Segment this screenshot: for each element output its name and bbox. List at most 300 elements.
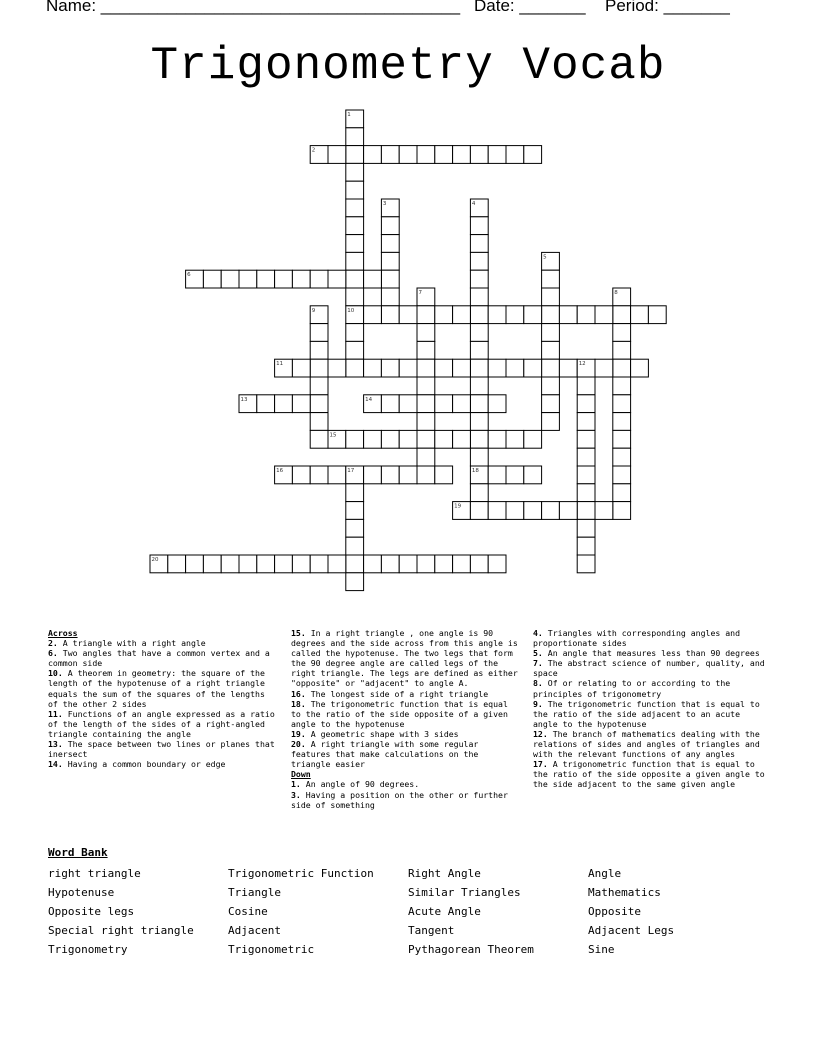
grid-cell[interactable]	[381, 430, 399, 448]
grid-cell[interactable]	[417, 341, 435, 359]
clue-item	[533, 678, 765, 698]
grid-cell[interactable]	[399, 306, 417, 324]
grid-cell[interactable]	[595, 359, 613, 377]
grid-cell[interactable]	[399, 146, 417, 164]
clue-text: A triangle with a right angle	[57, 638, 206, 649]
grid-cell[interactable]	[328, 555, 346, 573]
grid-cell[interactable]	[346, 199, 364, 217]
grid-cell[interactable]	[328, 466, 346, 484]
grid-cell[interactable]	[168, 555, 186, 573]
grid-cell[interactable]	[613, 306, 631, 324]
grid-cell[interactable]	[310, 324, 328, 342]
word-bank-item: Trigonometric	[228, 943, 315, 956]
grid-cell[interactable]	[239, 270, 257, 288]
grid-cell[interactable]	[381, 252, 399, 270]
grid-cell[interactable]	[542, 395, 560, 413]
clue-number: 4.	[533, 628, 543, 638]
word-bank-heading: Word Bank	[48, 846, 108, 859]
clue-text: Having a position on the other or further side of something	[291, 789, 508, 810]
grid-cell[interactable]	[577, 395, 595, 413]
clue-number: 12.	[533, 728, 548, 739]
grid-cell[interactable]	[292, 466, 310, 484]
grid-cell[interactable]	[542, 413, 560, 431]
grid-cell[interactable]	[364, 555, 382, 573]
grid-cell[interactable]	[506, 146, 524, 164]
grid-cell[interactable]	[577, 502, 595, 520]
grid-cell[interactable]	[488, 430, 506, 448]
grid-cell[interactable]	[435, 395, 453, 413]
grid-cell[interactable]	[595, 502, 613, 520]
grid-cell[interactable]	[221, 555, 239, 573]
clue-number: 18.	[291, 698, 306, 709]
grid-cell[interactable]	[506, 502, 524, 520]
grid-cell[interactable]	[524, 430, 542, 448]
clue-item	[291, 699, 521, 729]
clue-number: 19.	[291, 728, 306, 739]
grid-cell[interactable]	[470, 448, 488, 466]
grid-number: 20	[151, 557, 159, 563]
grid-cell[interactable]	[542, 341, 560, 359]
grid-cell[interactable]	[470, 270, 488, 288]
word-bank-item: Similar Triangles	[408, 886, 521, 899]
grid-number: 17	[347, 468, 355, 474]
grid-cell[interactable]	[453, 395, 471, 413]
grid-cell[interactable]	[542, 270, 560, 288]
grid-cell[interactable]	[470, 217, 488, 235]
clue-number: 9.	[533, 698, 543, 709]
grid-number: 14	[365, 396, 373, 403]
grid-cell[interactable]	[435, 555, 453, 573]
grid-cell[interactable]	[381, 146, 399, 164]
grid-cell[interactable]	[310, 359, 328, 377]
clue-item	[291, 739, 521, 769]
grid-cell[interactable]	[470, 146, 488, 164]
grid-cell[interactable]	[524, 359, 542, 377]
grid-cell[interactable]	[328, 270, 346, 288]
grid-cell[interactable]	[417, 324, 435, 342]
grid-cell[interactable]	[488, 555, 506, 573]
grid-cell[interactable]	[613, 484, 631, 502]
grid-cell[interactable]	[328, 359, 346, 377]
grid-cell[interactable]	[346, 217, 364, 235]
grid-cell[interactable]	[453, 146, 471, 164]
grid-cell[interactable]	[470, 502, 488, 520]
grid-cell[interactable]	[399, 555, 417, 573]
clue-text: Two angles that have a common vertex and a common side	[48, 648, 270, 669]
grid-cell[interactable]	[506, 430, 524, 448]
word-bank-column-4	[588, 864, 674, 959]
grid-cell[interactable]	[328, 146, 346, 164]
clue-item	[48, 739, 278, 759]
grid-cell[interactable]	[399, 466, 417, 484]
grid-number: 18	[471, 468, 479, 474]
grid-cell[interactable]	[275, 270, 293, 288]
grid-cell[interactable]	[435, 359, 453, 377]
clue-number: 3.	[291, 789, 301, 800]
grid-cell[interactable]	[577, 484, 595, 502]
grid-cell[interactable]	[470, 430, 488, 448]
clue-text: An angle of 90 degrees.	[300, 779, 420, 790]
clue-item	[48, 759, 278, 769]
clue-text: An angle that measures less than 90 degrees	[542, 648, 760, 659]
grid-cell[interactable]	[417, 146, 435, 164]
clue-item	[533, 628, 765, 648]
grid-cell[interactable]	[470, 252, 488, 270]
grid-cell[interactable]	[346, 359, 364, 377]
grid-cell[interactable]	[310, 377, 328, 395]
grid-cell[interactable]	[346, 573, 364, 591]
clue-number: 17.	[533, 759, 548, 770]
grid-cell[interactable]	[435, 146, 453, 164]
clues-column-3	[533, 628, 765, 790]
grid-cell[interactable]	[577, 466, 595, 484]
grid-number: 1	[347, 112, 351, 118]
grid-cell[interactable]	[631, 306, 649, 324]
name-field[interactable]: Name: ______________________________________	[46, 0, 461, 15]
grid-cell[interactable]	[381, 270, 399, 288]
grid-cell[interactable]	[613, 413, 631, 431]
clue-number: 6.	[48, 648, 58, 659]
grid-cell[interactable]	[524, 146, 542, 164]
grid-cell[interactable]	[577, 555, 595, 573]
word-bank-column-2	[228, 864, 374, 959]
grid-cell[interactable]	[488, 466, 506, 484]
clue-number: 15.	[291, 628, 306, 638]
across-heading: Across	[48, 628, 78, 638]
grid-cell[interactable]	[542, 288, 560, 306]
grid-cell[interactable]	[577, 306, 595, 324]
grid-cell[interactable]	[577, 413, 595, 431]
grid-cell[interactable]	[364, 270, 382, 288]
clue-item	[48, 709, 278, 739]
grid-cell[interactable]	[346, 324, 364, 342]
clue-text: A geometric shape with 3 sides	[305, 728, 459, 739]
grid-cell[interactable]	[542, 502, 560, 520]
clue-text: The branch of mathematics dealing with the relations of sides and angles of triangles and with the relevant functions of any angles	[533, 728, 760, 760]
grid-cell[interactable]	[577, 430, 595, 448]
clue-number: 1.	[291, 779, 301, 790]
grid-cell[interactable]	[346, 519, 364, 537]
grid-cell[interactable]	[470, 324, 488, 342]
grid-cell[interactable]	[292, 270, 310, 288]
grid-cell[interactable]	[559, 306, 577, 324]
grid-cell[interactable]	[488, 359, 506, 377]
clue-text: A right triangle with some regular features that make calculations on the triangle easier	[291, 739, 479, 770]
grid-cell[interactable]	[364, 430, 382, 448]
grid-number: 10	[347, 307, 355, 314]
grid-cell[interactable]	[613, 341, 631, 359]
grid-cell[interactable]	[417, 377, 435, 395]
period-field[interactable]: Period: _______	[605, 0, 730, 15]
grid-cell[interactable]	[470, 306, 488, 324]
grid-cell[interactable]	[453, 359, 471, 377]
clue-text: Triangles with corresponding angles and proportionate sides	[533, 628, 741, 649]
grid-cell[interactable]	[524, 466, 542, 484]
grid-cell[interactable]	[346, 163, 364, 181]
grid-cell[interactable]	[435, 306, 453, 324]
grid-cell[interactable]	[257, 270, 275, 288]
clue-number: 11.	[48, 708, 63, 719]
grid-cell[interactable]	[292, 359, 310, 377]
grid-cell[interactable]	[381, 359, 399, 377]
grid-cell[interactable]	[346, 484, 364, 502]
grid-cell[interactable]	[506, 306, 524, 324]
grid-cell[interactable]	[542, 377, 560, 395]
clue-number: 16.	[291, 688, 306, 699]
grid-cell[interactable]	[577, 537, 595, 555]
clues-column-2	[291, 628, 521, 810]
clue-item	[291, 729, 521, 739]
grid-number: 16	[276, 468, 284, 474]
clue-text: Having a common boundary or edge	[62, 759, 226, 770]
grid-cell[interactable]	[470, 288, 488, 306]
word-bank-item: right triangle	[48, 867, 141, 880]
grid-cell[interactable]	[257, 555, 275, 573]
clue-text: Functions of an angle expressed as a ratio of the length of the sides of a right-angled triangle containing the angle	[48, 708, 275, 739]
grid-cell[interactable]	[470, 377, 488, 395]
grid-cell[interactable]	[648, 306, 666, 324]
grid-cell[interactable]	[559, 502, 577, 520]
grid-cell[interactable]	[542, 359, 560, 377]
clue-number: 7.	[533, 658, 543, 669]
grid-cell[interactable]	[453, 430, 471, 448]
clue-text: A theorem in geometry: the square of the length of the hypotenuse of a right triangle equals the sum of the squares of the lengths of the other 2 sides	[48, 668, 265, 709]
grid-cell[interactable]	[346, 270, 364, 288]
word-bank-column-3	[408, 864, 534, 959]
clue-number: 8.	[533, 678, 543, 689]
grid-cell[interactable]	[542, 306, 560, 324]
grid-cell[interactable]	[381, 555, 399, 573]
word-bank-item: Opposite	[588, 905, 641, 918]
grid-cell[interactable]	[417, 448, 435, 466]
clue-text: The space between two lines or planes that inersect	[48, 739, 275, 760]
grid-cell[interactable]	[275, 555, 293, 573]
word-bank-item: Adjacent	[228, 924, 281, 937]
grid-cell[interactable]	[524, 306, 542, 324]
clue-item	[533, 658, 765, 678]
grid-cell[interactable]	[417, 555, 435, 573]
date-field[interactable]: Date: _______	[474, 0, 586, 15]
grid-cell[interactable]	[346, 430, 364, 448]
clue-item	[291, 689, 521, 699]
grid-cell[interactable]	[346, 537, 364, 555]
word-bank-item: Trigonometric Function	[228, 867, 374, 880]
clue-item	[291, 779, 521, 789]
grid-cell[interactable]	[488, 306, 506, 324]
grid-cell[interactable]	[470, 395, 488, 413]
grid-cell[interactable]	[470, 359, 488, 377]
grid-cell[interactable]	[310, 430, 328, 448]
word-bank-item: Cosine	[228, 905, 268, 918]
grid-cell[interactable]	[239, 555, 257, 573]
grid-cell[interactable]	[346, 341, 364, 359]
grid-cell[interactable]	[488, 395, 506, 413]
word-bank-item: Trigonometry	[48, 943, 128, 956]
grid-cell[interactable]	[203, 555, 221, 573]
grid-cell[interactable]	[470, 484, 488, 502]
grid-number: 15	[329, 432, 337, 439]
clue-text: The abstract science of number, quality, and space	[533, 658, 765, 679]
grid-cell[interactable]	[381, 466, 399, 484]
clue-text: Of or relating to or according to the principles of trigonometry	[533, 678, 731, 699]
grid-cell[interactable]	[435, 466, 453, 484]
grid-cell[interactable]	[346, 181, 364, 199]
grid-cell[interactable]	[506, 466, 524, 484]
grid-cell[interactable]	[524, 502, 542, 520]
grid-cell[interactable]	[417, 466, 435, 484]
grid-cell[interactable]	[453, 306, 471, 324]
word-bank-item: Opposite legs	[48, 905, 135, 918]
grid-cell[interactable]	[364, 306, 382, 324]
word-bank-item: Right Angle	[408, 867, 481, 880]
grid-number: 8	[614, 290, 618, 296]
grid-cell[interactable]	[613, 502, 631, 520]
word-bank-item: Pythagorean Theorem	[408, 943, 534, 956]
grid-cell[interactable]	[577, 448, 595, 466]
grid-cell[interactable]	[399, 359, 417, 377]
word-bank-item: Acute Angle	[408, 905, 481, 918]
grid-number: 3	[382, 201, 387, 207]
grid-cell[interactable]	[275, 395, 293, 413]
clue-text: A trigonometric function that is equal to the ratio of the side opposite a given angle to the side adjacent to the same given angle	[533, 759, 765, 790]
word-bank-item: Hypotenuse	[48, 886, 115, 899]
grid-number: 11	[276, 361, 284, 368]
word-bank-item: Tangent	[408, 924, 455, 937]
grid-number: 4	[471, 201, 476, 207]
grid-cell[interactable]	[346, 235, 364, 253]
clue-item	[533, 729, 765, 759]
grid-cell[interactable]	[203, 270, 221, 288]
grid-cell[interactable]	[613, 324, 631, 342]
grid-cell[interactable]	[542, 324, 560, 342]
grid-number: 12	[578, 361, 586, 368]
grid-cell[interactable]	[257, 395, 275, 413]
grid-cell[interactable]	[417, 430, 435, 448]
grid-number: 6	[187, 272, 191, 279]
grid-cell[interactable]	[595, 306, 613, 324]
grid-cell[interactable]	[613, 359, 631, 377]
clue-item	[533, 699, 765, 729]
clue-text: The longest side of a right triangle	[305, 688, 489, 699]
grid-cell[interactable]	[364, 466, 382, 484]
grid-cell[interactable]	[613, 377, 631, 395]
grid-cell[interactable]	[292, 395, 310, 413]
grid-cell[interactable]	[221, 270, 239, 288]
word-bank-column-1	[48, 864, 194, 959]
grid-cell[interactable]	[310, 555, 328, 573]
grid-cell[interactable]	[506, 359, 524, 377]
grid-cell[interactable]	[613, 430, 631, 448]
grid-cell[interactable]	[346, 555, 364, 573]
word-bank-item: Angle	[588, 867, 622, 880]
grid-cell[interactable]	[381, 288, 399, 306]
grid-cell[interactable]	[346, 252, 364, 270]
clue-number: 2.	[48, 638, 58, 649]
grid-cell[interactable]	[310, 395, 328, 413]
clue-item	[291, 790, 521, 810]
clue-number: 20.	[291, 739, 306, 750]
clue-item	[48, 638, 278, 648]
clue-text: In a right triangle , one angle is 90 degrees and the side across from this angle is called the hypotenuse. The two legs that form the 90 degree angle are called legs of the right triangle. The legs are defined as either "opposite" or "adjacent" to angle A.	[291, 628, 518, 689]
grid-cell[interactable]	[399, 395, 417, 413]
clue-number: 5.	[533, 648, 543, 659]
grid-number: 5	[543, 254, 547, 261]
down-heading: Down	[291, 769, 311, 780]
grid-cell[interactable]	[470, 413, 488, 431]
clues-column-1	[48, 628, 278, 769]
word-bank-item: Sine	[588, 943, 615, 956]
clue-text: The trigonometric function that is equal to the ratio of the side opposite of a given angle to the hypotenuse	[291, 698, 508, 729]
grid-cell[interactable]	[488, 502, 506, 520]
grid-number: 9	[311, 307, 316, 314]
grid-cell[interactable]	[346, 128, 364, 146]
grid-cell[interactable]	[417, 395, 435, 413]
grid-cell[interactable]	[417, 413, 435, 431]
grid-cell[interactable]	[310, 413, 328, 431]
clue-text: The trigonometric function that is equal to the ratio of the side adjacent to an acute angle to the hypotenuse	[533, 698, 760, 729]
grid-cell[interactable]	[613, 466, 631, 484]
grid-number: 19	[454, 503, 462, 510]
clue-item	[48, 668, 278, 708]
grid-cell[interactable]	[399, 430, 417, 448]
grid-cell[interactable]	[310, 466, 328, 484]
grid-cell[interactable]	[470, 555, 488, 573]
grid-cell[interactable]	[613, 448, 631, 466]
grid-cell[interactable]	[488, 146, 506, 164]
grid-cell[interactable]	[435, 430, 453, 448]
grid-cell[interactable]	[381, 217, 399, 235]
clue-number: 10.	[48, 668, 63, 679]
grid-cell[interactable]	[470, 341, 488, 359]
word-bank-item: Special right triangle	[48, 924, 194, 937]
grid-cell[interactable]	[364, 359, 382, 377]
grid-cell[interactable]	[364, 146, 382, 164]
clue-item	[291, 628, 521, 689]
grid-cell[interactable]	[631, 359, 649, 377]
grid-cell[interactable]	[346, 502, 364, 520]
grid-cell[interactable]	[381, 306, 399, 324]
grid-cell[interactable]	[310, 270, 328, 288]
grid-number: 2	[311, 147, 316, 154]
grid-cell[interactable]	[417, 306, 435, 324]
clue-number: 13.	[48, 739, 63, 750]
word-bank-item: Mathematics	[588, 886, 661, 899]
clue-number: 14.	[48, 759, 63, 770]
grid-cell[interactable]	[310, 341, 328, 359]
grid-number: 7	[418, 290, 422, 296]
grid-cell[interactable]	[453, 555, 471, 573]
grid-cell[interactable]	[613, 395, 631, 413]
grid-cell[interactable]	[417, 359, 435, 377]
grid-cell[interactable]	[381, 395, 399, 413]
grid-cell[interactable]	[577, 377, 595, 395]
grid-cell[interactable]	[381, 235, 399, 253]
word-bank-item: Triangle	[228, 886, 281, 899]
grid-cell[interactable]	[577, 519, 595, 537]
grid-cell[interactable]	[559, 359, 577, 377]
clue-item	[533, 759, 765, 789]
clue-item	[48, 648, 278, 668]
grid-cell[interactable]	[346, 146, 364, 164]
grid-cell[interactable]	[346, 288, 364, 306]
page-title: Trigonometry Vocab	[150, 40, 666, 92]
grid-number: 13	[240, 396, 248, 403]
grid-cell[interactable]	[292, 555, 310, 573]
word-bank-item: Adjacent Legs	[588, 924, 675, 937]
grid-cell[interactable]	[470, 235, 488, 253]
clue-item	[533, 648, 765, 658]
grid-cell[interactable]	[186, 555, 204, 573]
